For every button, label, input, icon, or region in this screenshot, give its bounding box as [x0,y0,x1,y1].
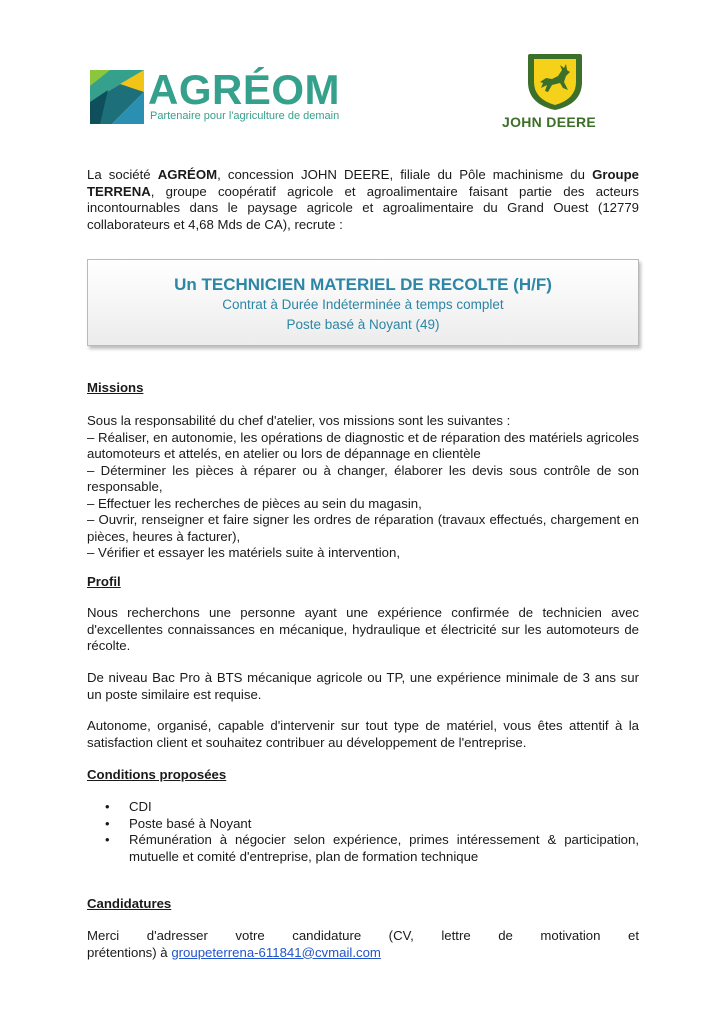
conditions-item-text: Rémunération à négocier selon expérience, primes intéressement & participation, mutuelle et comité d'entreprise, plan de formation technique [129,832,639,864]
missions-heading: Missions [87,380,144,395]
intro-group-name: Groupe TERRENA [87,167,639,199]
conditions-list [87,799,639,865]
missions-lead: Sous la responsabilité du chef d'atelier, vos missions sont les suivantes : [87,413,511,428]
john-deere-logo [498,52,614,132]
job-title-box [87,259,639,346]
agreom-brand-name: AGRÉOM [148,66,340,113]
agreom-tagline: Partenaire pour l'agriculture de demain [150,110,340,122]
conditions-heading: Conditions proposées [87,767,227,782]
profil-paragraph-2: De niveau Bac Pro à BTS mécanique agricole ou TP, une expérience minimale de 3 ans sur un poste similaire est requise. [87,670,639,702]
intro-text-1: La société [87,167,158,182]
candidatures-heading: Candidatures [87,896,172,911]
bullet-icon: • [105,799,110,814]
profil-paragraph-3: Autonome, organisé, capable d'intervenir sur tout type de matériel, vous êtes attentif à la satisfaction client et souhaitez contribuer au développement de l'entreprise. [87,718,639,750]
candidature-email-link[interactable]: groupeterrena-611841@cvmail.com [171,944,381,960]
john-deere-brand-name: JOHN DEERE [502,114,597,130]
bullet-icon: • [105,832,110,847]
conditions-item [87,832,639,865]
candidatures-line-2-text: prétentions) à [87,944,172,960]
conditions-item [87,816,639,833]
profil-paragraph-1: Nous recherchons une personne ayant une expérience confirmée de technicien avec d'excellentes connaissances en mécanique, hydraulique et électricité sur les automoteurs de récolte. [87,605,639,653]
profil-heading: Profil [87,574,121,589]
intro-company-name: AGRÉOM [157,167,218,182]
mission-item: – Ouvrir, renseigner et faire signer les ordres de réparation (travaux effectués, chargement en pièces, heures à facturer), [87,512,639,544]
intro-text-3: , groupe coopératif agricole et agroalimentaire faisant partie des acteurs incontournables dans le paysage agricole et agroalimentaire du Grand Ouest (12779 collaborateurs et 4,68 Mds de CA), recrute : [87,183,639,232]
agreom-logo [90,68,360,128]
job-title: Un TECHNICIEN MATERIEL DE RECOLTE (H/F) [174,275,552,294]
bullet-icon: • [105,815,110,831]
job-contract: Contrat à Durée Indéterminée à temps complet [222,297,504,312]
candidatures-line-1: Merci d'adresser votre candidature (CV, lettre de motivation et [87,928,639,943]
intro-text-2: , concession JOHN DEERE, filiale du Pôle machinisme du [217,167,593,182]
candidatures-line-2 [87,945,639,962]
job-location: Poste basé à Noyant (49) [286,317,440,332]
mission-item: – Réaliser, en autonomie, les opérations de diagnostic et de réparation des matériels agricoles automoteurs et attelés, en atelier ou lors de dépannage en clientèle [87,429,639,461]
missions-body [87,413,639,562]
conditions-item-text: CDI [129,799,152,814]
mission-item: – Déterminer les pièces à réparer ou à changer, élaborer les devis sous contrôle de son responsable, [87,462,639,494]
conditions-item-text: Poste basé à Noyant [129,815,252,831]
agreom-mark-icon [90,70,144,124]
conditions-item [87,799,639,816]
candidatures-body [87,928,639,961]
intro-paragraph [87,167,639,233]
mission-item: – Effectuer les recherches de pièces au sein du magasin, [87,495,422,511]
mission-item: – Vérifier et essayer les matériels suite à intervention, [87,545,400,560]
john-deere-deer-icon [526,52,584,112]
